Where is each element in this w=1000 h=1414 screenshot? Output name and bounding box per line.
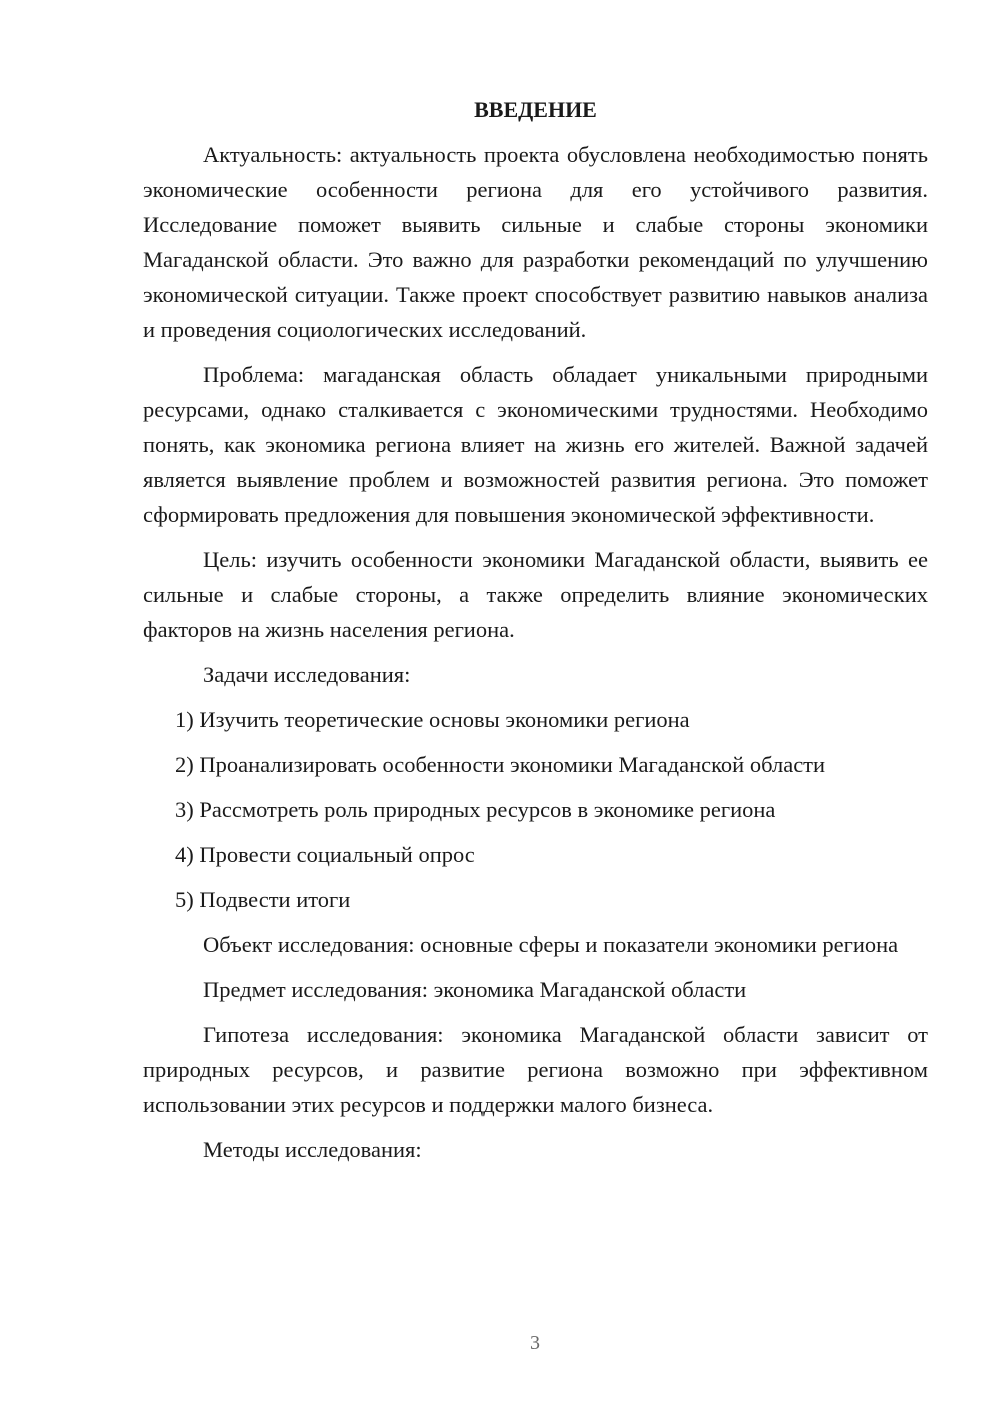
task-item-3: 3) Рассмотреть роль природных ресурсов в экономике региона (175, 797, 776, 822)
goal-paragraph: Цель: изучить особенности экономики Магаданской области, выявить ее сильные и слабые стороны, а также определить влияние экономических факторов на жизнь населения региона. (143, 547, 928, 642)
page-title: ВВЕДЕНИЕ (474, 97, 597, 122)
object-paragraph: Объект исследования: основные сферы и показатели экономики региона (203, 932, 899, 957)
page-number: 3 (530, 1332, 540, 1354)
hypothesis-paragraph: Гипотеза исследования: экономика Магаданской области зависит от природных ресурсов, и развитие региона возможно при эффективном использовании этих ресурсов и поддержки малого бизнеса. (143, 1022, 928, 1117)
problem-paragraph: Проблема: магаданская область обладает уникальными природными ресурсами, однако сталкивается с экономическими трудностями. Необходимо понять, как экономика региона влияет на жизнь его жителей. Важной задачей является выявление проблем и возможностей развития региона. Это поможет сформировать предложения для повышения экономической эффективности. (143, 362, 928, 527)
page-content (143, 92, 928, 1177)
subject-paragraph: Предмет исследования: экономика Магаданской области (203, 977, 747, 1002)
task-item-2: 2) Проанализировать особенности экономики Магаданской области (175, 752, 826, 777)
task-item-4: 4) Провести социальный опрос (175, 842, 475, 867)
tasks-heading: Задачи исследования: (203, 662, 411, 687)
tasks-list (143, 702, 928, 917)
task-item-5: 5) Подвести итоги (175, 887, 351, 912)
methods-paragraph: Методы исследования: (203, 1137, 422, 1162)
relevance-paragraph: Актуальность: актуальность проекта обусловлена необходимостью понять экономические особенности региона для его устойчивого развития. Исследование поможет выявить сильные и слабые стороны экономики Магаданской области. Это важно для разработки рекомендаций по улучшению экономической ситуации. Также проект способствует развитию навыков анализа и проведения социологических исследований. (143, 142, 928, 342)
task-item-1: 1) Изучить теоретические основы экономики региона (175, 707, 690, 732)
